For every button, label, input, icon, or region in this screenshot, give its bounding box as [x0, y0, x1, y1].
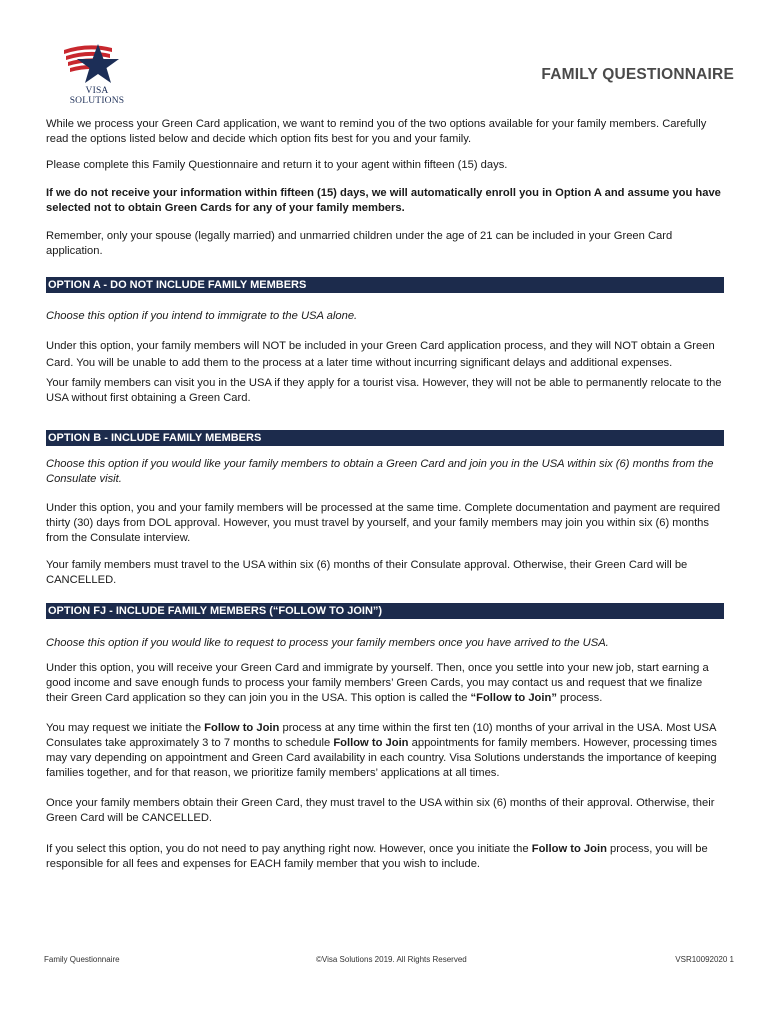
option-a-description: Choose this option if you intend to immigrate to the USA alone. — [46, 310, 358, 322]
option-fj-description: Choose this option if you would like to request to process your family members once you have arrived to the USA. — [46, 637, 609, 649]
intro-paragraph: Please complete this Family Questionnaire and return it to your agent within fifteen (15) days. — [46, 159, 508, 171]
option-b-description: Choose this option if you would like your family members to obtain a Green Card and join you in the USA within six (6) months from the Consulate visit. — [46, 458, 714, 485]
option-b-paragraph: Under this option, you and your family members will be processed at the same time. Complete documentation and payment are required thirty (30) days from DOL approval. However, you must travel by yourself, and your family members may join you within six (6) months from the Consulate interview. — [46, 502, 721, 544]
visa-solutions-logo — [58, 40, 136, 106]
option-b-heading: OPTION B - INCLUDE FAMILY MEMBERS — [46, 430, 724, 446]
star-flag-icon — [58, 40, 136, 86]
intro-warning: If we do not receive your information within fifteen (15) days, we will automatically enroll you in Option A and assume you have selected not to obtain Green Cards for any of your family members. — [46, 187, 721, 214]
option-a-paragraph: Your family members can visit you in the USA if they apply for a tourist visa. However, they will not be able to permanently relocate to the USA without first obtaining a Green Card. — [46, 377, 722, 404]
option-fj-paragraph: Under this option, you will receive your Green Card and immigrate by yourself. Then, once you settle into your new job, start earning a good income and save enough funds to process your family members’ Green Cards, you may contact us and request that we finalize their Green Card application so they can join you in the USA. This option is called the “Follow to Join” process. — [46, 662, 709, 704]
footer-left: Family Questionnaire — [44, 955, 120, 964]
option-fj-paragraph: Once your family members obtain their Green Card, they must travel to the USA within six (6) months of their approval. Otherwise, their Green Card will be CANCELLED. — [46, 797, 715, 824]
document-body — [46, 117, 724, 872]
option-fj-paragraph: If you select this option, you do not need to pay anything right now. However, once you initiate the Follow to Join process, you will be responsible for all fees and expenses for EACH family member that you wish to include. — [46, 843, 708, 870]
logo-text: VISA SOLUTIONS — [69, 86, 125, 106]
option-fj-paragraph: You may request we initiate the Follow to Join process at any time within the first ten (10) months of your arrival in the USA. Most USA Consulates take approximately 3 to 7 months to schedule Follow to Join appointments for family members. However, processing times may vary depending on appointment and Green Card availability in each country. Visa Solutions understands the importance of keeping families together, and for that reason, we prioritize family members’ applications at all times. — [46, 722, 717, 779]
footer-center: ©Visa Solutions 2019. All Rights Reserved — [316, 955, 467, 964]
option-fj-heading: OPTION FJ - INCLUDE FAMILY MEMBERS (“FOLLOW TO JOIN”) — [46, 603, 724, 619]
option-b-paragraph: Your family members must travel to the USA within six (6) months of their Consulate approval. Otherwise, their Green Card will be CANCELLED. — [46, 559, 688, 586]
intro-paragraph: Remember, only your spouse (legally married) and unmarried children under the age of 21 can be included in your Green Card application. — [46, 230, 673, 257]
intro-paragraph: While we process your Green Card application, we want to remind you of the two options available for your family members. Carefully read the options listed below and decide which option fits best for you and your family. — [46, 118, 707, 145]
option-a-paragraph: Under this option, your family members will NOT be included in your Green Card application process, and they will NOT obtain a Green Card. You will be unable to add them to the process at a later time without incurring significant delays and additional expenses. — [46, 340, 715, 369]
document-title: FAMILY QUESTIONNAIRE — [541, 66, 734, 83]
option-a-heading: OPTION A - DO NOT INCLUDE FAMILY MEMBERS — [46, 277, 724, 293]
footer-right: VSR10092020 1 — [675, 955, 734, 964]
